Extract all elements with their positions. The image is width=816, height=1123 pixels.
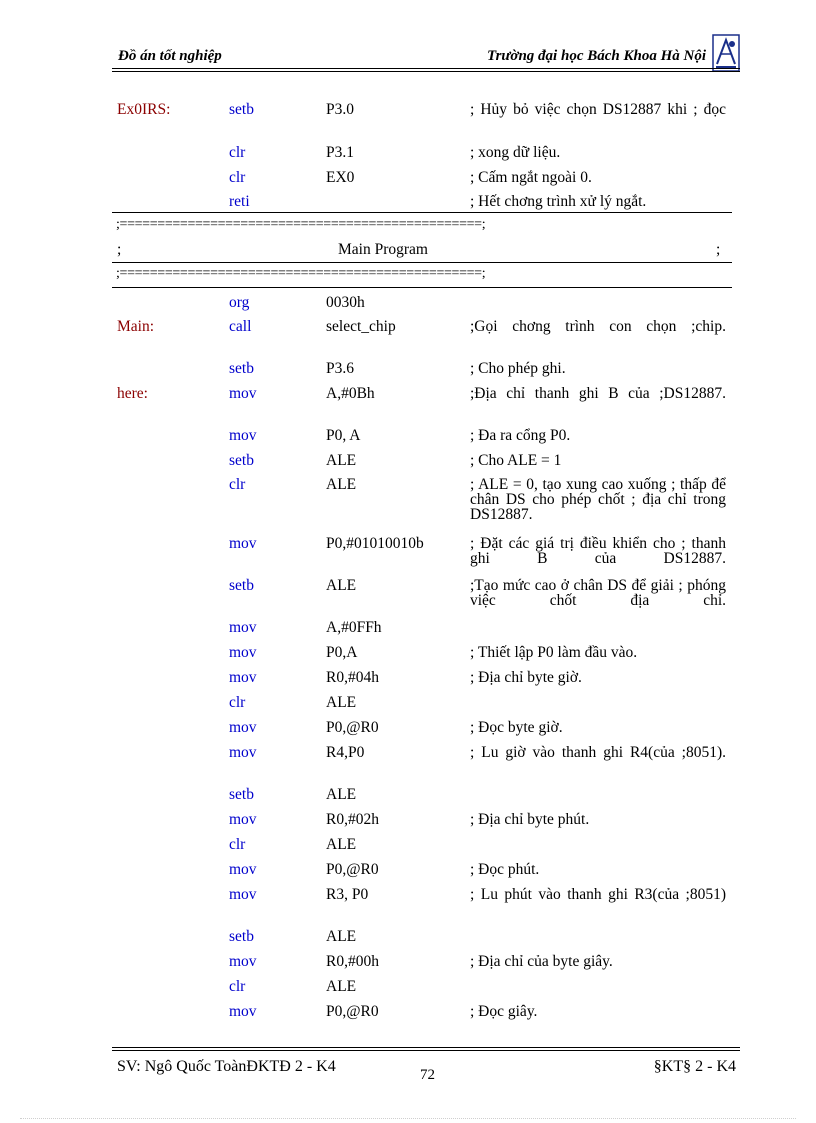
code-operand: P3.0 <box>326 101 354 118</box>
section-rule <box>112 262 732 263</box>
code-instruction: mov <box>229 669 257 686</box>
code-instruction: setb <box>229 928 254 945</box>
code-operand: P0,@R0 <box>326 1003 379 1020</box>
banner-separator: ;================================================; <box>116 266 486 281</box>
code-instruction: mov <box>229 535 257 552</box>
code-instruction: mov <box>229 619 257 636</box>
code-instruction: mov <box>229 744 257 761</box>
code-operand: P3.1 <box>326 144 354 161</box>
code-instruction: reti <box>229 193 250 210</box>
code-instruction: mov <box>229 953 257 970</box>
code-instruction: clr <box>229 978 246 995</box>
code-instruction: clr <box>229 836 246 853</box>
code-instruction: mov <box>229 1003 257 1020</box>
code-operand: ALE <box>326 476 357 493</box>
code-comment: ; Cấm ngắt ngoài 0. <box>470 169 592 186</box>
code-comment: ; xong dữ liệu. <box>470 144 561 161</box>
code-instruction: mov <box>229 385 257 402</box>
code-operand: R0,#02h <box>326 811 379 828</box>
code-operand: P0,#01010010b <box>326 535 424 552</box>
code-instruction: clr <box>229 694 246 711</box>
code-instruction: setb <box>229 101 254 118</box>
code-label: here: <box>117 385 148 402</box>
header-university: Trường đại học Bách Khoa Hà Nội <box>486 48 706 64</box>
code-instruction: mov <box>229 886 257 903</box>
code-operand: P0,@R0 <box>326 861 379 878</box>
code-operand: ALE <box>326 786 357 803</box>
code-instruction: setb <box>229 360 254 377</box>
code-comment: ; Cho ALE = 1 <box>470 452 562 469</box>
code-comment: ;Tạo mức cao ở chân DS để giải ; phóng việc chốt địa chỉ. <box>470 577 726 609</box>
code-comment: ;Địa chỉ thanh ghi B của ;DS12887. <box>470 385 726 402</box>
code-operand: ALE <box>326 928 357 945</box>
page-edge-dots <box>20 1118 796 1119</box>
code-instruction: org <box>229 294 250 311</box>
university-logo-icon <box>712 34 740 72</box>
code-label: Ex0IRS: <box>117 101 171 118</box>
code-operand: ALE <box>326 452 357 469</box>
code-operand: select_chip <box>326 318 396 335</box>
section-rule <box>112 212 732 213</box>
code-operand: P0,A <box>326 644 358 661</box>
code-comment: ; Lu phút vào thanh ghi R3(của ;8051) <box>470 886 726 903</box>
code-operand: A,#0FFh <box>326 619 382 636</box>
code-operand: EX0 <box>326 169 355 186</box>
code-comment: ; Địa chỉ byte giờ. <box>470 669 582 686</box>
code-instruction: setb <box>229 452 254 469</box>
code-operand: P0,@R0 <box>326 719 379 736</box>
code-operand: ALE <box>326 694 357 711</box>
code-operand: P3.6 <box>326 360 354 377</box>
code-operand: ALE <box>326 577 357 594</box>
code-operand: ALE <box>326 978 357 995</box>
section-rule <box>112 287 732 288</box>
code-instruction: mov <box>229 644 257 661</box>
code-instruction: mov <box>229 719 257 736</box>
banner-left: ; <box>117 241 122 258</box>
code-instruction: mov <box>229 861 257 878</box>
footer-rule <box>112 1047 740 1048</box>
header-rule <box>112 71 740 72</box>
header-rule <box>112 68 740 69</box>
code-comment: ; Đa ra cổng P0. <box>470 427 571 444</box>
code-instruction: mov <box>229 811 257 828</box>
code-instruction: mov <box>229 427 257 444</box>
footer-rule <box>112 1050 740 1051</box>
code-comment: ; Đặt các giá trị điều khiển cho ; thanh ghi B của DS12887. <box>470 535 726 567</box>
code-comment: ;Gọi chơng trình con chọn ;chip. <box>470 318 726 335</box>
code-label: Main: <box>117 318 155 335</box>
code-comment: ; ALE = 0, tạo xung cao xuống ; thấp để chân DS cho phép chốt ; địa chỉ trong DS12887. <box>470 476 726 523</box>
code-comment: ; Thiết lập P0 làm đầu vào. <box>470 644 638 661</box>
code-comment: ; Địa chỉ byte phút. <box>470 811 590 828</box>
code-comment: ; Cho phép ghi. <box>470 360 566 377</box>
banner-title: Main Program <box>338 241 428 258</box>
code-operand: A,#0Bh <box>326 385 375 402</box>
code-instruction: clr <box>229 144 246 161</box>
footer-class: §KT§ 2 - K4 <box>653 1058 736 1075</box>
code-operand: 0030h <box>326 294 365 311</box>
banner-separator: ;================================================; <box>116 217 486 232</box>
code-comment: ; Đọc byte giờ. <box>470 719 563 736</box>
code-instruction: clr <box>229 169 246 186</box>
footer-student: SV: Ngô Quốc ToànĐKTĐ 2 - K4 <box>117 1058 336 1075</box>
code-comment: ; Hủy bỏ việc chọn DS12887 khi ; đọc <box>470 101 726 118</box>
code-operand: R0,#04h <box>326 669 379 686</box>
header-doc-type: Đồ án tốt nghiệp <box>118 48 222 64</box>
code-comment: ; Đọc phút. <box>470 861 540 878</box>
code-instruction: setb <box>229 786 254 803</box>
page-number: 72 <box>420 1067 435 1083</box>
code-operand: R4,P0 <box>326 744 365 761</box>
code-comment: ; Hết chơng trình xử lý ngắt. <box>470 193 647 210</box>
code-instruction: clr <box>229 476 246 493</box>
code-operand: R0,#00h <box>326 953 379 970</box>
code-comment: ; Địa chỉ của byte giây. <box>470 953 613 970</box>
code-comment: ; Đọc giây. <box>470 1003 538 1020</box>
code-instruction: setb <box>229 577 254 594</box>
code-operand: ALE <box>326 836 357 853</box>
banner-right: ; <box>716 241 721 258</box>
code-operand: R3, P0 <box>326 886 369 903</box>
code-comment: ; Lu giờ vào thanh ghi R4(của ;8051). <box>470 744 726 761</box>
code-operand: P0, A <box>326 427 361 444</box>
code-instruction: call <box>229 318 252 335</box>
